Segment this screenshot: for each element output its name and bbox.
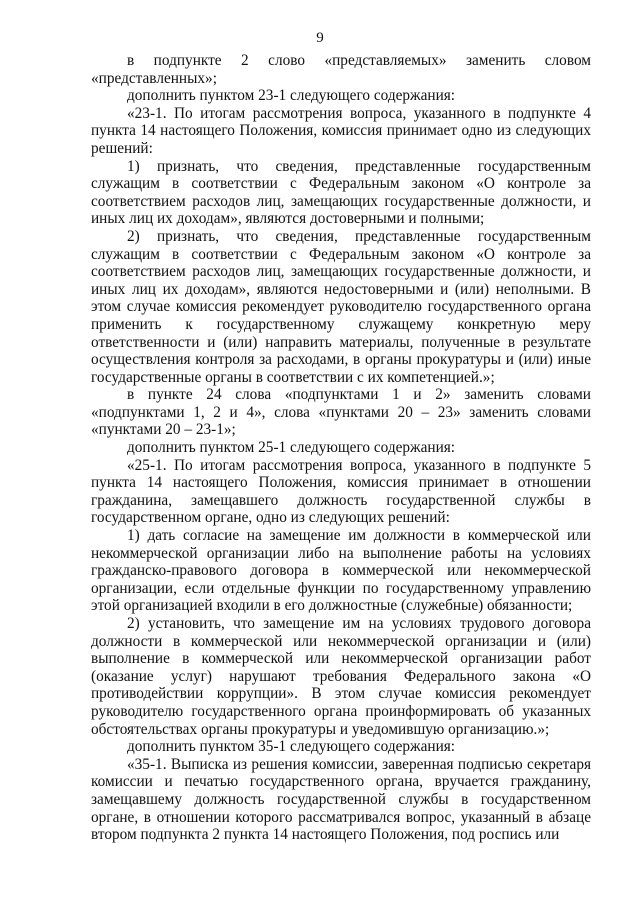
paragraph: «25-1. По итогам рассмотрения вопроса, указанного в подпункте 5 пункта 14 настоящего Положения, комиссия принимает в отношении гражданина, замещавшего должность государственной службы в государственном органе, одно из следующих решений: <box>91 456 591 527</box>
paragraph: в подпункте 2 слово «представляемых» заменить словом «представленных»; <box>91 52 591 87</box>
paragraph: 2) установить, что замещение им на условиях трудового договора должности в коммерческой или некоммерческой организации и (или) выполнение в коммерческой или некоммерческой организации работ (оказание услуг) нарушают требования Федерального закона «О противодействии коррупции». В этом случае комиссия рекомендует руководителю государственного органа проинформировать об указанных обстоятельствах органы прокуратуры и уведомившую организацию.»; <box>91 615 591 738</box>
paragraph: дополнить пунктом 23-1 следующего содержания: <box>127 87 456 105</box>
paragraph: 2) признать, что сведения, представленные государственным служащим в соответствии с Федеральным законом «О контроле за соответствием расходов лиц, замещающих государственные должности, и иных лиц их доходам», являются недостоверными и (или) неполными. В этом случае комиссия рекомендует руководителю государственного органа применить к государственному служащему конкретную меру ответственности и (или) направить материалы, полученные в результате осуществления контроля за расходами, в органы прокуратуры и (или) иные государственные органы в соответствии с их компетенцией.»; <box>91 227 591 386</box>
page-number: 9 <box>316 30 324 46</box>
paragraph: в пункте 24 слова «подпунктами 1 и 2» заменить словами «подпунктами 1, 2 и 4», слова «пунктами 20 – 23» заменить словами «пунктами 20 – 23-1»; <box>91 386 591 439</box>
paragraph: «35-1. Выписка из решения комиссии, заверенная подписью секретаря комиссии и печатью государственного органа, вручается гражданину, замещавшему должность государственной службы в государственном органе, в отношении которого рассматривался вопрос, указанный в абзаце втором подпункта 2 пункта 14 настоящего Положения, под роспись или <box>91 755 591 844</box>
paragraph: 1) дать согласие на замещение им должности в коммерческой или некоммерческой организации либо на выполнение работы на условиях гражданско-правового договора в коммерческой или некоммерческой организации, если отдельные функции по государственному управлению этой организацией входили в его должностные (служебные) обязанности; <box>91 527 591 615</box>
paragraph: «23-1. По итогам рассмотрения вопроса, указанного в подпункте 4 пункта 14 настоящего Положения, комиссия принимает одно из следующих решений: <box>91 104 591 157</box>
paragraph: дополнить пунктом 35-1 следующего содержания: <box>127 738 456 756</box>
paragraph: дополнить пунктом 25-1 следующего содержания: <box>127 439 456 457</box>
document-body <box>91 52 591 844</box>
paragraph: 1) признать, что сведения, представленные государственным служащим в соответствии с Федеральным законом «О контроле за соответствием расходов лиц, замещающих государственные должности, и иных лиц их доходам», являются достоверными и полными; <box>91 157 591 228</box>
